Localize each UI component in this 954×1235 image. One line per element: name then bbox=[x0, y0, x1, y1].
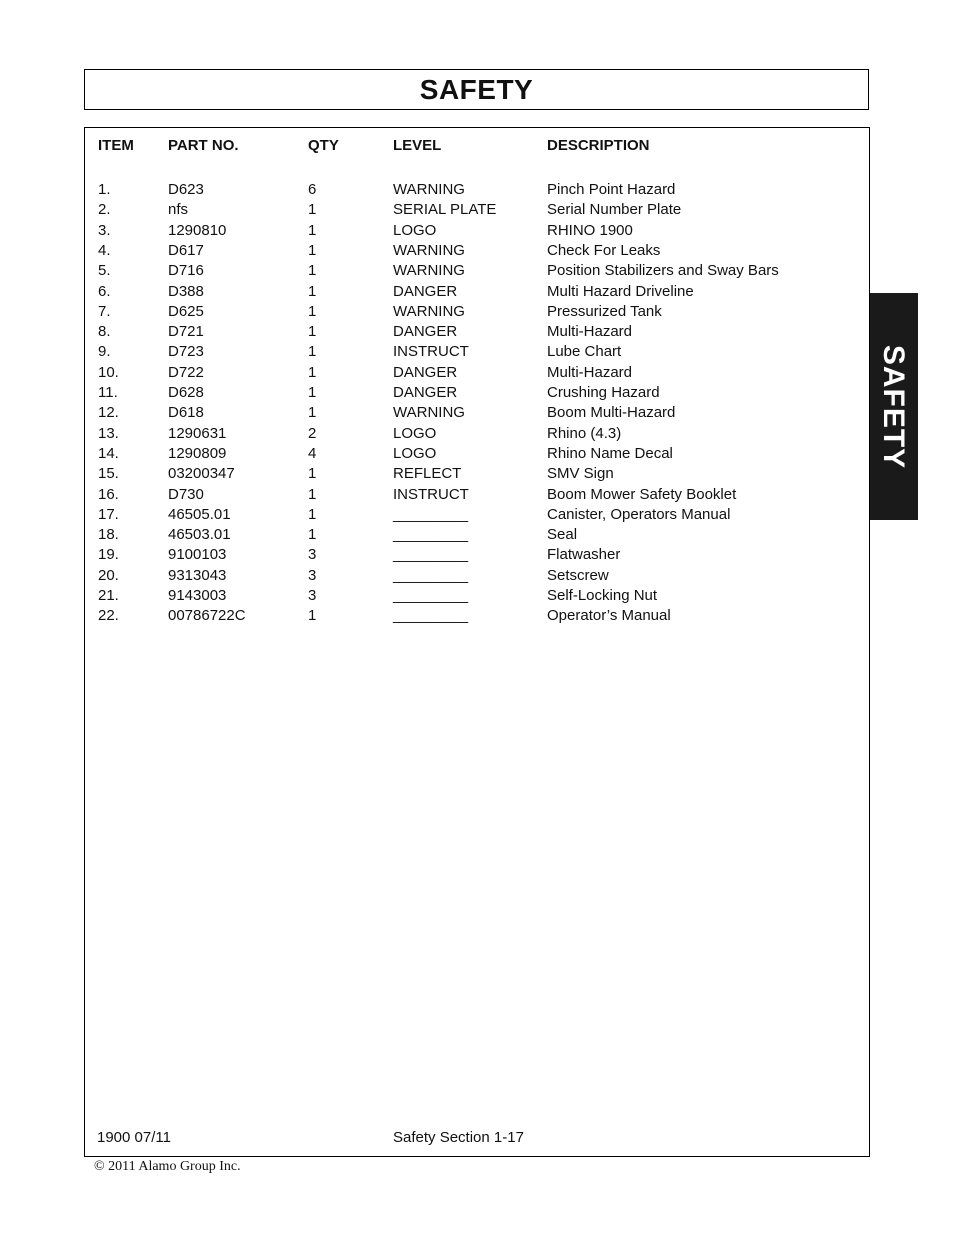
cell-item: 1. bbox=[98, 181, 111, 198]
cell-qty: 3 bbox=[308, 546, 317, 564]
header-level: LEVEL bbox=[393, 137, 442, 154]
cell-item: 5. bbox=[98, 262, 111, 280]
cell-level: REFLECT bbox=[393, 465, 462, 483]
cell-qty: 3 bbox=[308, 587, 317, 604]
title-box bbox=[84, 69, 869, 110]
cell-item: 13. bbox=[98, 424, 119, 442]
header-qty: QTY bbox=[308, 137, 339, 154]
cell-qty: 6 bbox=[308, 181, 317, 198]
cell-level: DANGER bbox=[393, 323, 458, 341]
cell-qty: 2 bbox=[308, 424, 317, 442]
cell-item: 18. bbox=[98, 526, 119, 544]
cell-level: LOGO bbox=[393, 424, 437, 442]
cell-item: 2. bbox=[98, 201, 111, 219]
cell-qty: 1 bbox=[308, 221, 317, 239]
header-item: ITEM bbox=[98, 137, 134, 154]
cell-qty: 1 bbox=[308, 302, 317, 320]
cell-qty: 1 bbox=[308, 262, 317, 280]
cell-level: WARNING bbox=[393, 181, 465, 198]
cell-level: LOGO bbox=[393, 221, 437, 239]
cell-description: Rhino (4.3) bbox=[547, 424, 622, 442]
cell-part-no: 00786722C bbox=[168, 607, 246, 625]
cell-qty: 1 bbox=[308, 323, 317, 341]
cell-part-no: 1290810 bbox=[168, 221, 227, 239]
cell-part-no: D625 bbox=[168, 302, 204, 320]
cell-part-no: D623 bbox=[168, 181, 204, 198]
cell-level: LOGO bbox=[393, 444, 437, 462]
cell-description: Pinch Point Hazard bbox=[547, 181, 676, 198]
cell-description: Position Stabilizers and Sway Bars bbox=[547, 262, 779, 280]
cell-part-no: D617 bbox=[168, 241, 204, 259]
cell-qty: 3 bbox=[308, 566, 317, 584]
cell-item: 8. bbox=[98, 323, 111, 341]
cell-item: 4. bbox=[98, 241, 111, 259]
footer-section-page: Safety Section 1-17 bbox=[393, 1129, 524, 1146]
cell-part-no: D730 bbox=[168, 485, 204, 503]
footer-model-date: 1900 07/11 bbox=[97, 1129, 171, 1146]
cell-level: WARNING bbox=[393, 241, 465, 259]
side-tab-label: SAFETY bbox=[877, 344, 911, 469]
parts-list-panel bbox=[84, 127, 870, 1157]
cell-level: WARNING bbox=[393, 262, 465, 280]
cell-level: _________ bbox=[393, 587, 469, 604]
cell-item: 15. bbox=[98, 465, 119, 483]
cell-part-no: 9100103 bbox=[168, 546, 227, 564]
side-section-tab bbox=[869, 293, 918, 520]
cell-level: INSTRUCT bbox=[393, 343, 469, 361]
cell-description: SMV Sign bbox=[547, 465, 614, 483]
cell-level: _________ bbox=[393, 607, 469, 625]
cell-description: Self-Locking Nut bbox=[547, 587, 658, 604]
cell-part-no: D618 bbox=[168, 404, 204, 422]
cell-item: 20. bbox=[98, 566, 119, 584]
cell-description: Serial Number Plate bbox=[547, 201, 682, 219]
cell-qty: 1 bbox=[308, 343, 317, 361]
cell-description: Operator’s Manual bbox=[547, 607, 671, 625]
cell-qty: 1 bbox=[308, 607, 317, 625]
cell-description: Multi Hazard Driveline bbox=[547, 282, 694, 300]
header-description: DESCRIPTION bbox=[547, 137, 650, 154]
cell-item: 12. bbox=[98, 404, 119, 422]
cell-level: SERIAL PLATE bbox=[393, 201, 497, 219]
cell-level: WARNING bbox=[393, 302, 465, 320]
cell-part-no: D628 bbox=[168, 384, 204, 401]
cell-description: Canister, Operators Manual bbox=[547, 505, 731, 523]
cell-qty: 1 bbox=[308, 384, 317, 401]
cell-part-no: nfs bbox=[168, 201, 189, 219]
cell-part-no: 9313043 bbox=[168, 566, 227, 584]
cell-level: DANGER bbox=[393, 384, 458, 401]
cell-qty: 1 bbox=[308, 363, 317, 381]
cell-part-no: 03200347 bbox=[168, 465, 235, 483]
cell-description: Boom Multi-Hazard bbox=[547, 404, 676, 422]
cell-part-no: 1290631 bbox=[168, 424, 227, 442]
cell-level: DANGER bbox=[393, 363, 458, 381]
cell-qty: 1 bbox=[308, 201, 317, 219]
cell-description: Multi-Hazard bbox=[547, 363, 633, 381]
copyright-notice: © 2011 Alamo Group Inc. bbox=[94, 1159, 241, 1174]
cell-description: Pressurized Tank bbox=[547, 302, 662, 320]
cell-description: Seal bbox=[547, 526, 578, 544]
page-title: SAFETY bbox=[419, 73, 534, 105]
cell-part-no: 9143003 bbox=[168, 587, 227, 604]
cell-part-no: 1290809 bbox=[168, 444, 227, 462]
cell-item: 10. bbox=[98, 363, 119, 381]
cell-description: Flatwasher bbox=[547, 546, 621, 564]
cell-description: Check For Leaks bbox=[547, 241, 661, 259]
cell-description: Boom Mower Safety Booklet bbox=[547, 485, 737, 503]
cell-part-no: D716 bbox=[168, 262, 204, 280]
cell-description: Lube Chart bbox=[547, 343, 622, 361]
cell-part-no: D721 bbox=[168, 323, 204, 341]
header-part-no: PART NO. bbox=[168, 137, 239, 154]
cell-level: DANGER bbox=[393, 282, 458, 300]
cell-part-no: 46503.01 bbox=[168, 526, 231, 544]
cell-qty: 1 bbox=[308, 241, 317, 259]
cell-description: Multi-Hazard bbox=[547, 323, 633, 341]
cell-description: Setscrew bbox=[547, 566, 609, 584]
cell-level: _________ bbox=[393, 505, 469, 523]
cell-item: 21. bbox=[98, 587, 119, 604]
cell-qty: 1 bbox=[308, 404, 317, 422]
cell-part-no: D723 bbox=[168, 343, 204, 361]
cell-item: 11. bbox=[98, 384, 118, 401]
cell-item: 14. bbox=[98, 444, 119, 462]
cell-level: _________ bbox=[393, 526, 469, 544]
cell-qty: 1 bbox=[308, 282, 317, 300]
cell-item: 16. bbox=[98, 485, 119, 503]
cell-description: RHINO 1900 bbox=[547, 221, 633, 239]
cell-level: _________ bbox=[393, 566, 469, 584]
cell-item: 22. bbox=[98, 607, 119, 625]
cell-qty: 1 bbox=[308, 505, 317, 523]
cell-level: _________ bbox=[393, 546, 469, 564]
cell-level: WARNING bbox=[393, 404, 465, 422]
cell-item: 6. bbox=[98, 282, 111, 300]
cell-item: 3. bbox=[98, 221, 111, 239]
cell-part-no: 46505.01 bbox=[168, 505, 231, 523]
cell-description: Crushing Hazard bbox=[547, 384, 660, 401]
cell-item: 9. bbox=[98, 343, 111, 361]
cell-qty: 1 bbox=[308, 526, 317, 544]
cell-part-no: D388 bbox=[168, 282, 204, 300]
cell-qty: 1 bbox=[308, 485, 317, 503]
cell-item: 17. bbox=[98, 505, 119, 523]
cell-item: 19. bbox=[98, 546, 119, 564]
cell-part-no: D722 bbox=[168, 363, 204, 381]
cell-level: INSTRUCT bbox=[393, 485, 469, 503]
cell-description: Rhino Name Decal bbox=[547, 444, 673, 462]
cell-qty: 4 bbox=[308, 444, 317, 462]
cell-item: 7. bbox=[98, 302, 111, 320]
cell-qty: 1 bbox=[308, 465, 317, 483]
